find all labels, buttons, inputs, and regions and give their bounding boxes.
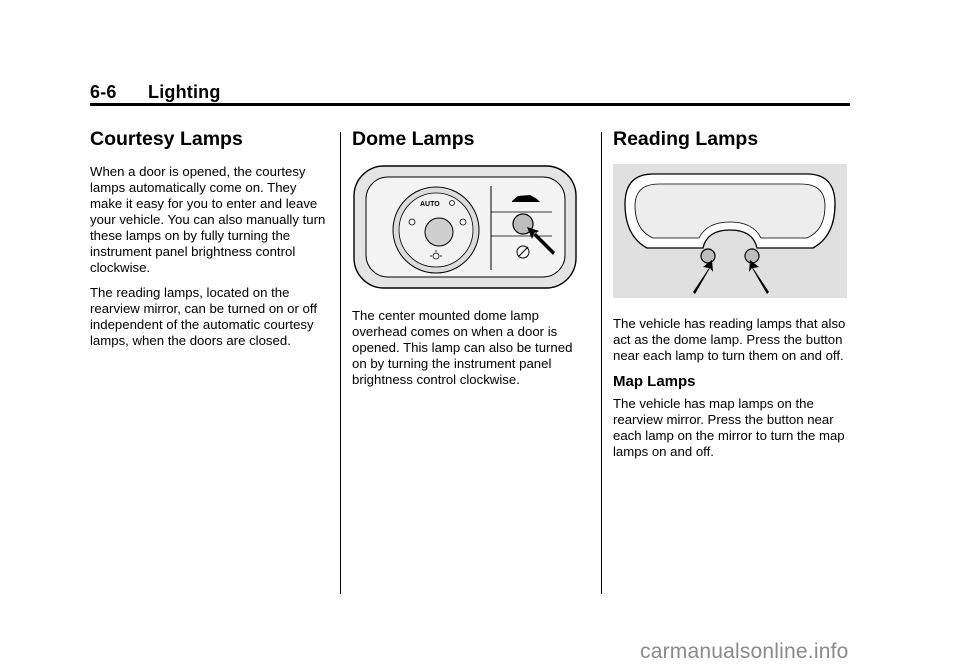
dome-lamp-control-figure <box>352 164 590 295</box>
dome-paragraph-1: The center mounted dome lamp overhead comes on when a door is opened. This lamp can also be turned on by turning the instrument panel brightness control clockwise. <box>352 308 573 387</box>
reading-paragraph-1: The vehicle has reading lamps that also act as the dome lamp. Press the button near each lamp to turn them on and off. <box>613 316 846 363</box>
courtesy-lamps-section <box>90 128 328 358</box>
overhead-console-illustration <box>613 164 847 298</box>
courtesy-paragraph-1: When a door is opened, the courtesy lamps automatically come on. They make it easy for you to enter and leave your vehicle. You can also manually turn these lamps on by fully turning the instrument panel brightness control clockwise. <box>90 164 326 275</box>
dome-lamps-section <box>352 128 590 397</box>
column-divider-2 <box>601 132 602 594</box>
headlamp-switch-illustration <box>352 164 578 290</box>
left-reading-lamp-button <box>701 249 715 263</box>
reading-lamps-heading: Reading Lamps <box>613 128 759 150</box>
courtesy-lamps-heading: Courtesy Lamps <box>90 128 243 150</box>
map-lamps-heading: Map Lamps <box>613 373 696 390</box>
right-reading-lamp-button <box>745 249 759 263</box>
auto-label: AUTO <box>420 201 440 208</box>
header-rule <box>90 103 850 106</box>
map-lamps-paragraph: The vehicle has map lamps on the rearview mirror. Press the button near each lamp on the mirror to turn the map lamps on and off. <box>613 396 845 459</box>
page-header <box>90 82 850 103</box>
reading-lamps-figure <box>613 164 851 303</box>
column-divider-1 <box>340 132 341 594</box>
header-title <box>90 82 850 103</box>
section-title: Lighting <box>148 82 221 102</box>
watermark: carmanualsonline.info <box>640 640 849 663</box>
reading-lamps-section <box>613 128 851 469</box>
dome-lamps-heading: Dome Lamps <box>352 128 475 150</box>
section-number: 6-6 <box>90 82 117 102</box>
courtesy-paragraph-2: The reading lamps, located on the rearview mirror, can be turned on or off independent of the automatic courtesy lamps, when the doors are closed. <box>90 285 317 348</box>
